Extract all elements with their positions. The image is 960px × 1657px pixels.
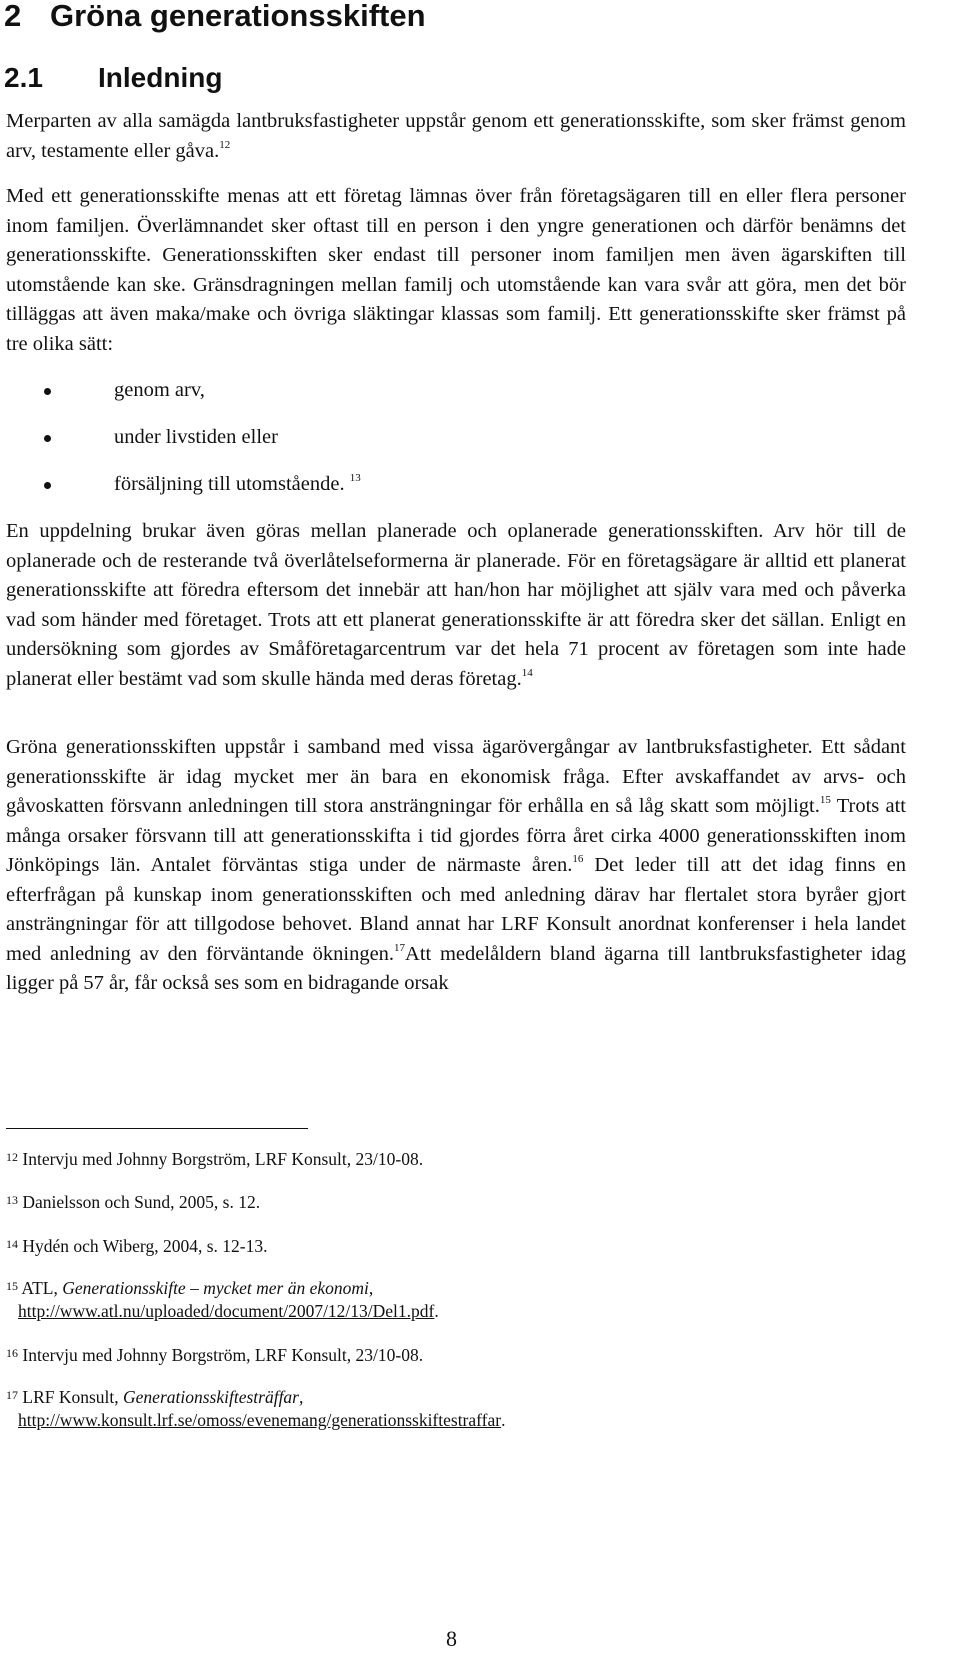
footnote-title: Generationsskifte – mycket mer än ekonomi bbox=[62, 1278, 369, 1298]
footnote-ref-17[interactable]: 17 bbox=[394, 941, 406, 954]
footnote-ref-15[interactable]: 15 bbox=[819, 794, 831, 806]
paragraph-text: Merparten av alla samägda lantbruksfastigheter uppstår genom ett generationsskifte, som sker främst genom arv, testamente eller gåva. bbox=[6, 110, 906, 162]
footnote-text: Intervju med Johnny Borgström, LRF Konsult, 23/10-08. bbox=[22, 1149, 424, 1169]
footnote-title: Generationsskiftesträffar bbox=[123, 1387, 299, 1407]
footnote-number: 16 bbox=[6, 1346, 18, 1360]
footnote-divider bbox=[6, 1128, 308, 1129]
footnote-text: , bbox=[368, 1278, 374, 1298]
footnote-14 bbox=[6, 1233, 267, 1258]
page-number: 8 bbox=[446, 1626, 457, 1651]
paragraph-text: Att medelåldern bland ägarna till lantbruksfastigheter idag ligger på 57 år, får också ses som en bidragande orsak bbox=[6, 942, 906, 994]
chapter-heading bbox=[4, 0, 426, 34]
paragraph-text: En uppdelning brukar även göras mellan planerade och oplanerade generationsskiften. Arv hör till de oplanerade och de resterande två överlåtelseformerna är planerade. För en företagsägare är alltid ett planerat generationsskifte att föredra eftersom det innebär att han/hon har möjlighet att själv vara med och påverka vad som händer med företaget. Trots att ett planerat generationsskifte är att föredra sker det sällan. Enligt en undersökning som gjordes av Småföretagarcentrum var det hela 71 procent av företagen som inte hade planerat eller bestämt vad som skulle hända med deras företag. bbox=[6, 520, 906, 690]
footnote-text: . bbox=[434, 1301, 439, 1321]
section-heading bbox=[4, 62, 222, 94]
bullet-icon bbox=[44, 388, 51, 395]
bullet-list bbox=[34, 376, 734, 517]
footnote-16 bbox=[6, 1342, 423, 1367]
paragraph-text: Trots att många orsaker försvann till att generationsskifta i tid gjordes förra året cirka 4000 generationsskiften inom Jönköpings län. Antalet förväntas stiga under de närmaste åren. bbox=[6, 795, 907, 876]
footnote-text: Danielsson och Sund, 2005, s. 12. bbox=[22, 1192, 261, 1212]
footnote-ref-13[interactable]: 13 bbox=[349, 472, 361, 484]
list-item bbox=[34, 423, 734, 470]
footnote-ref-14[interactable]: 14 bbox=[521, 666, 533, 679]
paragraph-4 bbox=[6, 733, 906, 999]
chapter-number: 2 bbox=[4, 0, 22, 33]
paragraph-text: Med ett generationsskifte menas att ett företag lämnas över från företagsägaren till en eller flera personer inom familjen. Överlämnandet sker oftast till en person i den yngre generationen och därför benämns det generationsskifte. Generationsskiften sker endast till personer inom familjen men även ägarskiften till utomstående kan ske. Gränsdragningen mellan familj och utomstående kan vara svår att göra, men det bör tilläggas att även maka/make och övriga släktingar klassas som familj. Ett generationsskifte sker främst på tre olika sätt: bbox=[6, 185, 906, 355]
bullet-icon bbox=[44, 482, 51, 489]
footnote-number: 17 bbox=[6, 1388, 18, 1402]
footnote-ref-12[interactable]: 12 bbox=[219, 138, 231, 151]
footnote-17 bbox=[6, 1384, 505, 1432]
footnote-number: 13 bbox=[6, 1193, 18, 1207]
section-title: Inledning bbox=[98, 62, 223, 93]
footnote-text: , bbox=[299, 1387, 304, 1407]
list-item-text: försäljning till utomstående. bbox=[114, 473, 345, 495]
paragraph-1 bbox=[6, 107, 906, 166]
footnote-number: 15 bbox=[6, 1279, 18, 1293]
bullet-icon bbox=[44, 435, 51, 442]
paragraph-2 bbox=[6, 182, 906, 359]
footnote-15 bbox=[6, 1275, 439, 1323]
list-item bbox=[34, 470, 734, 517]
paragraph-text: Det leder till att det idag finns en efterfrågan på kunskap inom generationsskiften och med anledning därav har flertalet stora byråer gjort ansträngningar för att tillgodose behovet. Bland annat har LRF Konsult anordnat konferenser i hela landet med anledning av den förväntande ökningen. bbox=[6, 854, 906, 965]
footnote-text: Intervju med Johnny Borgström, LRF Konsult, 23/10-08. bbox=[22, 1345, 424, 1365]
footnote-ref-16[interactable]: 16 bbox=[572, 853, 584, 865]
footnote-13 bbox=[6, 1189, 260, 1214]
paragraph-3 bbox=[6, 517, 906, 694]
section-number: 2.1 bbox=[4, 62, 43, 93]
footnote-number: 12 bbox=[6, 1150, 18, 1164]
footnote-link[interactable]: http://www.konsult.lrf.se/omoss/evenemang/generationsskiftestraffar bbox=[18, 1410, 502, 1430]
footnote-text: . bbox=[501, 1410, 506, 1430]
footnote-text: Hydén och Wiberg, 2004, s. 12-13. bbox=[22, 1236, 268, 1256]
footnote-number: 14 bbox=[6, 1237, 18, 1251]
list-item-text: under livstiden eller bbox=[114, 426, 278, 448]
footnote-text: LRF Konsult, bbox=[22, 1387, 124, 1407]
footnote-12 bbox=[6, 1146, 423, 1171]
footnote-link[interactable]: http://www.atl.nu/uploaded/document/2007/12/13/Del1.pdf bbox=[18, 1301, 435, 1321]
chapter-title: Gröna generationsskiften bbox=[50, 0, 426, 33]
footnote-text: ATL, bbox=[21, 1278, 63, 1298]
list-item bbox=[34, 376, 734, 423]
list-item-text: genom arv, bbox=[114, 379, 205, 401]
paragraph-text: Gröna generationsskiften uppstår i samband med vissa ägarövergångar av lantbruksfastigheter. Ett sådant generationsskifte är idag mycket mer än bara en ekonomisk fråga. Efter avskaffandet av arvs- och gåvoskatten försvann anledningen till stora ansträngningar för erhålla en så låg skatt som möjligt. bbox=[6, 736, 906, 817]
